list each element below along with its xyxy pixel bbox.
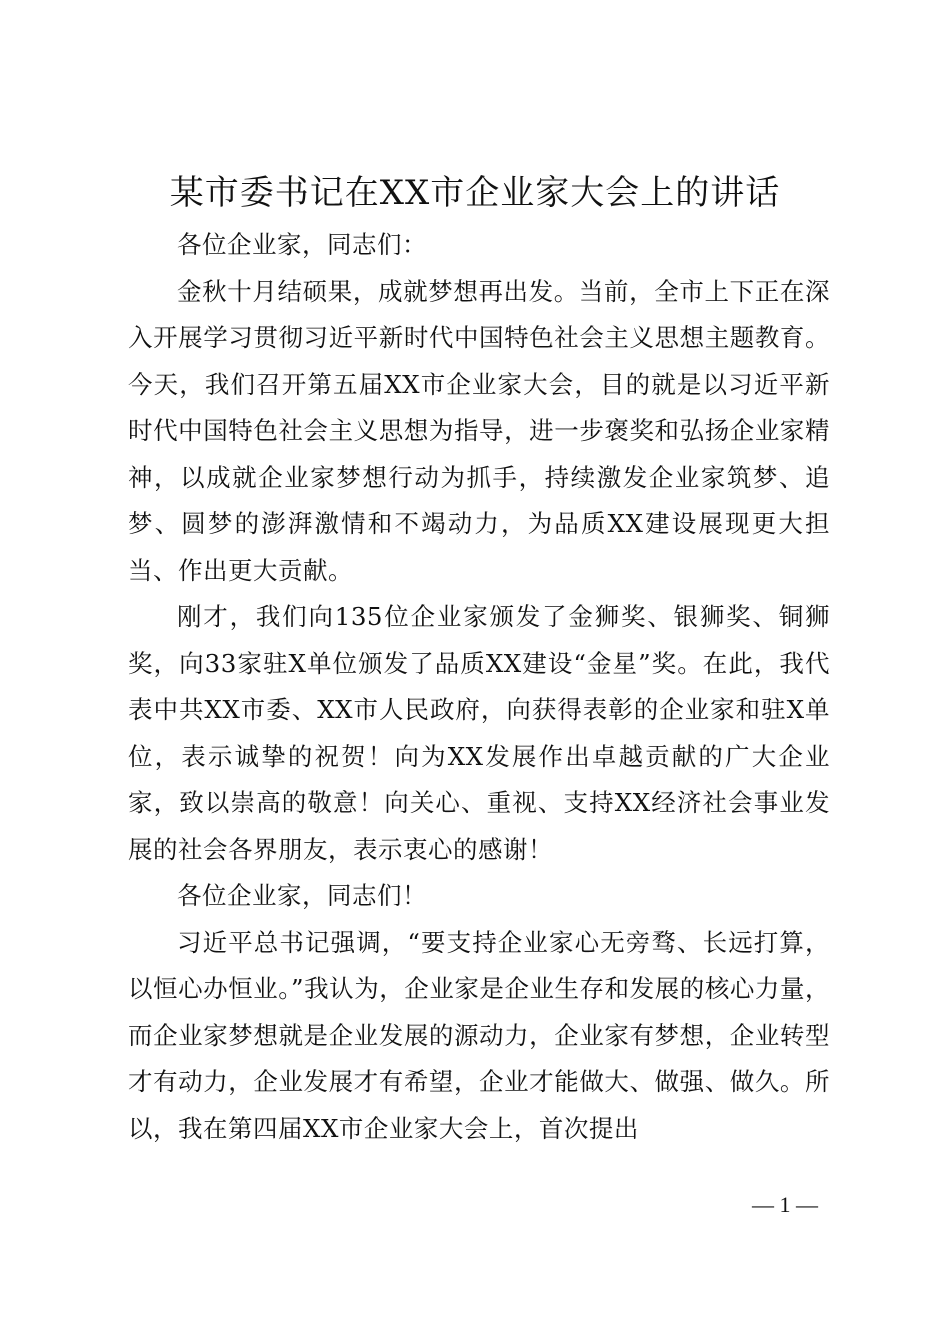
- speech-body: [128, 222, 830, 1152]
- page-title: 某市委书记在XX市企业家大会上的讲话: [169, 173, 781, 213]
- salutation: 各位企业家，同志们：: [177, 230, 427, 259]
- page-number: — 1 —: [752, 1192, 818, 1217]
- paragraph: 刚才，我们向135位企业家颁发了金狮奖、银狮奖、铜狮奖，向33家驻X单位颁发了品质XX建设“金星”奖。在此，我代表中共XX市委、XX市人民政府，向获得表彰的企业家和驻X单位，表示诚挚的祝贺！向为XX发展作出卓越贡献的广大企业家，致以崇高的敬意！向关心、重视、支持XX经济社会事业发展的社会各界朋友，表示衷心的感谢！: [128, 602, 830, 864]
- paragraph: 习近平总书记强调，“要支持企业家心无旁骛、长远打算，以恒心办恒业。”我认为，企业家是企业生存和发展的核心力量，而企业家梦想就是企业发展的源动力，企业家有梦想，企业转型才有动力，企业发展才有希望，企业才能做大、做强、做久。所以，我在第四届XX市企业家大会上，首次提出: [128, 927, 830, 1143]
- paragraph: 金秋十月结硕果，成就梦想再出发。当前，全市上下正在深入开展学习贯彻习近平新时代中国特色社会主义思想主题教育。今天，我们召开第五届XX市企业家大会，目的就是以习近平新时代中国特色社会主义思想为指导，进一步褒奖和弘扬企业家精神，以成就企业家梦想行动为抓手，持续激发企业家筑梦、追梦、圆梦的澎湃激情和不竭动力，为品质XX建设展现更大担当、作出更大贡献。: [128, 276, 830, 585]
- salutation: 各位企业家，同志们！: [177, 881, 427, 910]
